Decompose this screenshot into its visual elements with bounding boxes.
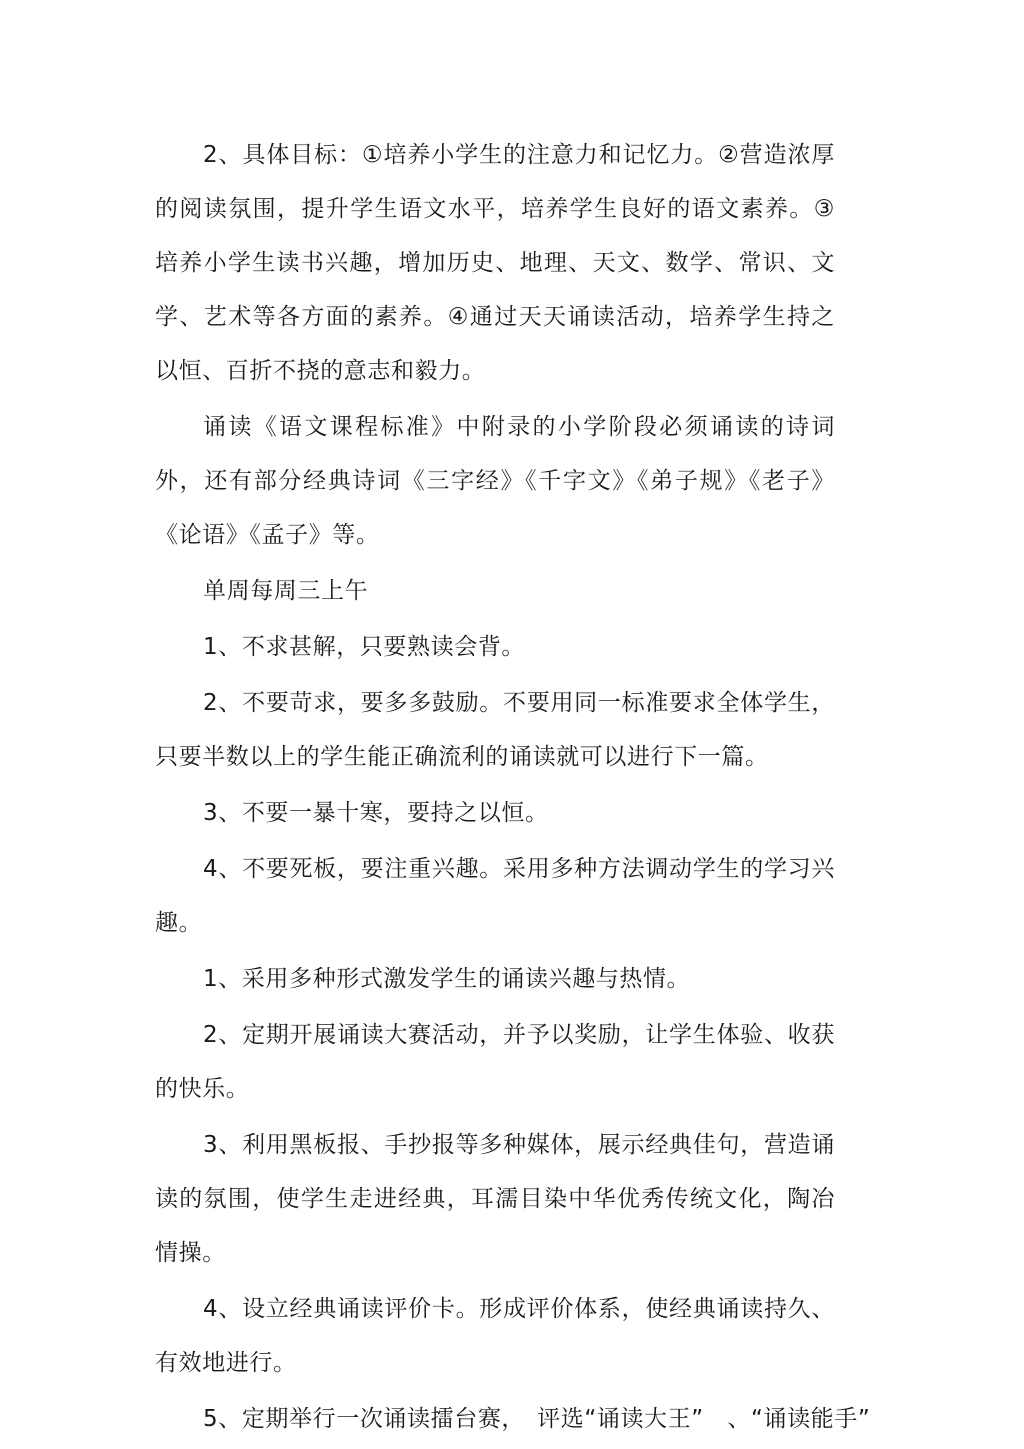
paragraph-measure-3: 3、利用黑板报、手抄报等多种媒体，展示经典佳句，营造诵读的氛围，使学生走进经典，耳濡目染中华优秀传统文化，陶冶情操。 xyxy=(155,1132,835,1266)
paragraph-measure-1: 1、采用多种形式激发学生的诵读兴趣与热情。 xyxy=(203,966,691,992)
paragraph-principle-3: 3、不要一暴十寒，要持之以恒。 xyxy=(203,800,549,826)
paragraph-goals: 2、具体目标：①培养小学生的注意力和记忆力。②营造浓厚的阅读氛围，提升学生语文水平，培养学生良好的语文素养。③培养小学生读书兴趣，增加历史、地理、天文、数学、常识、文学、艺术等各方面的素养。④通过天天诵读活动，培养学生持之以恒、百折不挠的意志和毅力。 xyxy=(155,142,835,384)
document-body xyxy=(155,128,871,1446)
paragraph-principle-2: 2、不要苛求，要多多鼓励。不要用同一标准要求全体学生，只要半数以上的学生能正确流利的诵读就可以进行下一篇。 xyxy=(155,690,835,770)
paragraph-schedule: 单周每周三上午 xyxy=(203,578,369,604)
paragraph-measure-2: 2、定期开展诵读大赛活动，并予以奖励，让学生体验、收获的快乐。 xyxy=(155,1022,835,1102)
paragraph-principle-4: 4、不要死板，要注重兴趣。采用多种方法调动学生的学习兴趣。 xyxy=(155,856,835,936)
paragraph-measure-5: 5、定期举行一次诵读擂台赛， 评选“诵读大王” 、“诵读能手” xyxy=(203,1406,871,1432)
paragraph-measure-4: 4、设立经典诵读评价卡。形成评价体系，使经典诵读持久、有效地进行。 xyxy=(155,1296,835,1376)
paragraph-principle-1: 1、不求甚解，只要熟读会背。 xyxy=(203,634,526,660)
paragraph-reading-content: 诵读《语文课程标准》中附录的小学阶段必须诵读的诗词外，还有部分经典诗词《三字经》《千字文》《弟子规》《老子》《论语》《孟子》等。 xyxy=(155,414,835,548)
